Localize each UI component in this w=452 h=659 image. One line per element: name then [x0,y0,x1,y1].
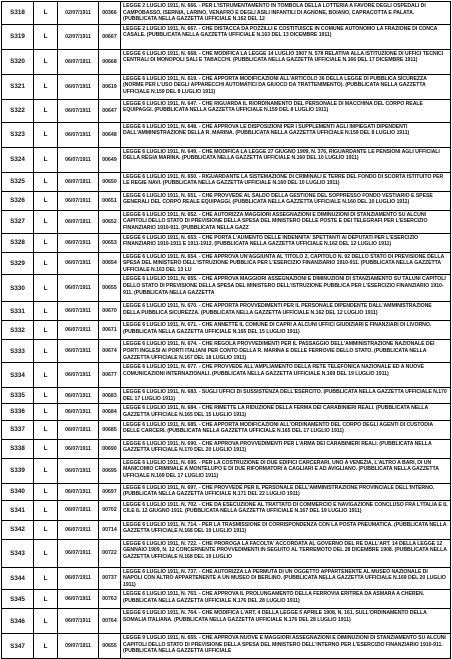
record-number: 00655 [99,634,121,659]
record-number: 00684 [99,404,121,420]
record-number: 00647 [99,99,121,122]
record-date: 06/07/1911 [58,567,99,590]
table-row [2,500,451,520]
record-description: LEGGE 6 LUGLIO 1911, N. 677. - CHE PROVVEDE ALL'AMPLIAMENTO DELLA RETE TELEFONICA NAZIONALE ED A NUOVE COMUNICAZIONI INTERNAZIONALI. (PUBBLICATA NELLA GAZZETTA UFFICIALE N.169 DEL 19 LUGLIO 1911) [121,363,451,388]
record-date: 02/07/1911 [58,24,99,49]
record-date: 06/07/1911 [58,302,99,321]
record-type: L [34,147,58,172]
record-id: S330 [2,275,34,302]
record-type: L [34,210,58,233]
record-date: 06/07/1911 [58,458,99,483]
record-id: S344 [2,567,34,590]
record-date: 06/07/1911 [58,49,99,74]
record-number: 00737 [99,567,121,590]
record-type: L [34,24,58,49]
record-type: L [34,321,58,340]
record-id: S331 [2,302,34,321]
table-row [2,567,451,590]
table-row [2,363,451,388]
record-id: S333 [2,340,34,363]
record-number: 00714 [99,520,121,539]
record-id: S346 [2,609,34,634]
record-date: 06/07/1911 [58,363,99,388]
record-type: L [34,634,58,659]
record-description: LEGGE 6 LUGLIO 1911, N. 763. - CHE APPROVA IL PROLUNGAMENTO DELLA FERROVIA ERITREA DA ASMARA A CHEREN. (PUBBLICATA NELLA GAZZETTA UFFICIALE N.176 DEL 28 LUGLIO 1911) [121,590,451,609]
record-date: 06/07/1911 [58,500,99,520]
record-id: S343 [2,539,34,567]
record-description: LEGGE 6 LUGLIO 1911, N. 654. - CHE APPROVA UN'AGGIUNTA AL TITOLO 2, CAPITOLO N. 92 DELLO STATO DI PREVISIONE DELLA SPESA DEL MINISTERO DELL'ISTRUZIONE PUBBLICA PER L'ESERCIZIO FINANZIARIO 1910-911. (PUBBLICATA NELLA GAZZETTA UFFICIALE N.163 DEL 13 LU [121,252,451,275]
record-description: LEGGE 6 LUGLIO 1911, N. 702. - CHE DA ESECUZIONE AL TRATTATO DI COMMERCIO E NAVIGAZIONE CONCLUSO FRA L'ITALIA E IL CILE IL 12 GIUGNO 1911. (PUBBLICATA NELLA GAZZETTA UFFICIALE N.167 DEL 19 LUGLIO 1911) [121,500,451,520]
record-date: 06/07/1911 [58,233,99,252]
record-id: S337 [2,420,34,439]
table-row [2,24,451,49]
record-type: L [34,302,58,321]
record-date: 06/07/1911 [58,420,99,439]
record-number: 00763 [99,590,121,609]
table-row [2,2,451,25]
record-type: L [34,539,58,567]
record-id: S321 [2,74,34,99]
record-description: LEGGE 9 LUGLIO 1911, N. 655. - CHE APPROVA NUOVE E MAGGIORI ASSEGNAZIONI E DIMINUZIONI DI STANZIAMENTO SU ALCUNI CAPITOLI DELLO STATO DI PREVISIONE DELLA SPESA DEL MINISTERO DELL'INTERNO PER L'ESERCIZIO FINANZIARIO 1910-911. (PUBBLICATA NELLA GAZZETTA UFFICIALE [121,634,451,659]
record-date: 06/07/1911 [58,122,99,147]
record-id: S341 [2,500,34,520]
record-number: 00671 [99,321,121,340]
record-number: 00722 [99,539,121,567]
record-type: L [34,122,58,147]
record-type: L [34,340,58,363]
record-id: S340 [2,483,34,500]
record-description: LEGGE 6 LUGLIO 1911, N. 650. - RIGUARDANTE LA SISTEMAZIONE DI CRIMINALI E TERRE DEL FONDO DI SCORTA ISTITUITO PER LE REGIE NAVI. (PUBBLICATA NELLA GAZZETTA UFFICIALE N.160 DEL 10 LUGLIO 1911) [121,172,451,191]
record-number: 00655 [99,275,121,302]
record-id: S326 [2,191,34,210]
record-number: 00702 [99,500,121,520]
record-number: 00654 [99,252,121,275]
record-description: LEGGE 6 LUGLIO 1911, N. 655. - CHE APPROVA MAGGIORI ASSEGNAZIONI E DIMINUZIONI DI STANZIAMENTO SU TALUNI CAPITOLI DELLO STATO DI PREVISIONE DELLA SPESA DEL MINISTERO DELL'ISTRUZIONE PUBBLICA PER L'ESERCIZIO FINANZIARIO 1910-911. (PUBBLICATA NELLA GAZZETTA [121,275,451,302]
record-date: 06/07/1911 [58,439,99,458]
record-type: L [34,483,58,500]
record-number: 00653 [99,233,121,252]
record-description: LEGGE 6 LUGLIO 1911, N. 647. - CHE RIGUARDA IL RIORDINAMENTO DEL PERSONALE DI MACCHINA DEL CORPO REALE EQUIPAGGI. (PUBBLICATA NELLA GAZZETTA UFFICIALE N.159 DEL 8 LUGLIO 1911) [121,99,451,122]
record-description: LEGGE 6 LUGLIO 1911, N. 674. - CHE REGOLA PROVVEDIMENTI PER IL PASSAGGIO DELL'AMMINISTRAZIONE NAZIONALE DEI PORTI INGLESI AI PORTI ITALIANI PER CONTO DELLA R. MARINA E DELLE FERROVIE DELLO STATO. (PUBBLICATA NELLA GAZZETTA UFFICIALE N.167 DEL 18 LUGLIO 1911) [121,340,451,363]
record-date: 06/07/1911 [58,275,99,302]
record-type: L [34,2,58,25]
record-date: 06/07/1911 [58,483,99,500]
record-number: 00683 [99,388,121,404]
record-description: LEGGE 6 LUGLIO 1911, N. 690. - CHE APPROVA PROVVEDIMENTI PER L'ARMA DEI CARABINIERI REALI. (PUBBLICATA NELLA GAZZETTA UFFICIALE N.170 DEL 20 LUGLIO 1911) [121,439,451,458]
record-number: 00619 [99,74,121,99]
record-description: LEGGE 6 LUGLIO 1911, N. 653. - CHE PORTA L'AUMENTO DELLE INDENNITA' SPETTANTI AI DEPUTATI PER L'ESERCIZIO FINANZIARIO 1910-1911 E 1911-1912. (PUBBLICATA NELLA GAZZETTA UFFICIALE N.162 DEL 12 LUGLIO 1911) [121,233,451,252]
table-row [2,340,451,363]
table-row [2,74,451,99]
record-id: S342 [2,520,34,539]
record-type: L [34,275,58,302]
record-number: 00651 [99,191,121,210]
record-type: L [34,458,58,483]
record-id: S338 [2,439,34,458]
record-description: LEGGE 6 LUGLIO 1911, N. 652. - CHE AUTORIZZA MAGGIORI ASSEGNAZIONI E DIMINUZIONI DI STANZIAMENTO SU ALCUNI CAPITOLI DELLO STATO DI PREVISIONE DELLA SPESA DEL MINISTERO DELLE POSTE E DEI TELEGRAFI PER L'ESERCIZIO FINANZIARIO 1910-911. (PUBBLICATA NELLA GAZZ [121,210,451,233]
record-type: L [34,590,58,609]
record-description: LEGGE 6 LUGLIO 1911, N. 684. - CHE RIMETTE LA RIDUZIONE DELLA FERMA DEI CARABINIERI REALI. (PUBBLICATA NELLA GAZZETTA UFFICIALE N.165 DEL 15 LUGLIO 1911) [121,404,451,420]
table-row [2,388,451,404]
table-row [2,49,451,74]
record-type: L [34,609,58,634]
record-type: L [34,49,58,74]
record-id: S328 [2,233,34,252]
record-date: 06/07/1911 [58,388,99,404]
record-description: LEGGE 6 LUGLIO 1911, N. 651. - CHE PROVVEDE AL SALDO DELLA GESTIONE DEL SOPPRESSO FONDO VESTIARIO E SPESE GENERALI DEL CORPO REALE EQUIPAGGI. (PUBBLICATA NELLA GAZZETTA UFFICIALE N.160 DEL 10 LUGLIO 1911) [121,191,451,210]
table-row [2,539,451,567]
record-description: LEGGE 6 LUGLIO 1911, N. 695. - PER LA COSTRUZIONE DI DUE EDIFICI CARCERARI, UNO A VENEZIA, L'ALTRO A BARI, DI UN MANICOMIO CRIMINALE A MONTELUPO E DI DUE RIFORMATORI A CAGLIARI E AD AVIGLIANO. (PUBBLICATA NELLA GAZZETTA UFFICIALE N.169 DEL 17 LUGLIO 1911) [121,458,451,483]
table-row [2,147,451,172]
record-id: S327 [2,210,34,233]
record-number: 00650 [99,172,121,191]
record-date: 06/07/1911 [58,99,99,122]
record-description: LEGGE 6 LUGLIO 1911, N. 714. - PER LA TRASMISSIONE DI CORRISPONDENZA CON LA POSTA PNEUMATICA. (PUBBLICATA NELLA GAZZETTA UFFICIALE N.168 DEL 19 LUGLIO 1911) [121,520,451,539]
record-type: L [34,252,58,275]
table-row [2,210,451,233]
record-description: LEGGE 6 LUGLIO 1911, N. 649. - CHE MODIFICA LA LEGGE 27 GIUGNO 1909, N. 376, RIGUARDANTE LE PENSIONI AGLI UFFICIALI DELLA REGIA MARINA. (PUBBLICATA NELLA GAZZETTA UFFICIALE N.160 DEL 10 LUGLIO 1911) [121,147,451,172]
record-number: 00366 [99,2,121,25]
record-id: S334 [2,363,34,388]
record-number: 00649 [99,147,121,172]
record-id: S329 [2,252,34,275]
table-row [2,634,451,659]
record-type: L [34,420,58,439]
record-date: 06/07/1911 [58,590,99,609]
record-id: S319 [2,24,34,49]
table-row [2,122,451,147]
record-type: L [34,404,58,420]
record-date: 06/07/1911 [58,609,99,634]
record-date: 06/07/1911 [58,404,99,420]
table-row [2,321,451,340]
record-number: 00648 [99,122,121,147]
record-id: S324 [2,147,34,172]
record-id: S322 [2,99,34,122]
table-row [2,302,451,321]
record-date: 06/07/1911 [58,172,99,191]
record-type: L [34,500,58,520]
record-id: S336 [2,404,34,420]
record-date: 06/07/1911 [58,74,99,99]
record-number: 00670 [99,302,121,321]
record-id: S345 [2,590,34,609]
table-row [2,609,451,634]
record-description: LEGGE 2 LUGLIO 1911, N. 667. - CHE DISTACCA DA POZZILLI E COSTITUISCE IN COMUNE AUTONOMO LA FRAZIONE DI CONCA CASALE. (PUBBLICATA NELLA GAZZETTA UFFICIALE N.163 DEL 13 DICEMBRE 1911) [121,24,451,49]
record-type: L [34,74,58,99]
table-row [2,520,451,539]
record-id: S339 [2,458,34,483]
record-type: L [34,191,58,210]
record-number: 00685 [99,420,121,439]
table-body [2,2,451,659]
record-date: 06/07/1911 [58,191,99,210]
table-row [2,172,451,191]
table-row [2,420,451,439]
record-type: L [34,233,58,252]
table-row [2,191,451,210]
record-type: L [34,172,58,191]
record-number: 00764 [99,609,121,634]
record-description: LEGGE 6 LUGLIO 1911, N. 764. - CHE MODIFICA L'ART. 4 DELLA LEGGE 5 APRILE 1908, N. 161, SULL'ORDINAMENTO DELLA SOMALIA ITALIANA. (PUBBLICATA NELLA GAZZETTA UFFICIALE N.176 DEL 28 LUGLIO 1911) [121,609,451,634]
record-number: 00697 [99,483,121,500]
record-description: LEGGE 2 LUGLIO 1911, N. 666. - PER L'ISTRUMENTAMENTO IN TOMBOLA DELLA LOTTERIA A FAVORE DEGLI OSPEDALI DI CAMPOBASSO, ISERNIA, LARINO, VENAFRO E DEGLI ASILI INFANTILI DI AGNONE, BOIANO, CAPRACOTTA E PALATA. (PUBBLICATA NELLA GAZZETTA UFFICIALE N.162 DEL 12 [121,2,451,25]
table-row [2,99,451,122]
table-row [2,458,451,483]
record-type: L [34,363,58,388]
record-id: S318 [2,2,34,25]
record-date: 06/07/1911 [58,252,99,275]
record-number: 00695 [99,458,121,483]
record-description: LEGGE 6 LUGLIO 1911, N. 670. - CHE APPORTA PROVVEDIMENTI PER IL PERSONALE DIPENDENTE DALL'AMMINISTRAZIONE DELLA PUBBLICA SICUREZZA. (PUBBLICATA NELLA GAZZETTA UFFICIALE N.162 DEL 12 LUGLIO 1911) [121,302,451,321]
record-date: 06/07/1911 [58,147,99,172]
table-row [2,483,451,500]
record-type: L [34,388,58,404]
table-row [2,275,451,302]
record-number: 00690 [99,439,121,458]
record-description: LEGGE 6 LUGLIO 1911, N. 722. - CHE PROROGA LA FACOLTA' ACCORDATA AL GOVERNO DEL RE DALL'ART. 14 DELLA LEGGE 12 GENNAIO 1909, N. 12 CONCERNENTE PROVVEDIMENTI IN SEGUITO AL TERREMOTO DEL 28 DICEMBRE 1908. (PUBBLICATA NELLA GAZZETTA UFFICIALE N.168 DEL 19 LUGLIO [121,539,451,567]
record-type: L [34,520,58,539]
record-description: LEGGE 6 LUGLIO 1911, N. 648. - CHE APPROVA LE DISPOSIZIONI PER I SUPPLEMENTI AGLI IMPIEGATI DIPENDENTI DALL'AMMINISTRAZIONE DELLA R. MARINA. (PUBBLICATA NELLA GAZZETTA UFFICIALE N.159 DEL 8 LUGLIO 1911) [121,122,451,147]
record-date: 02/07/1911 [58,2,99,25]
record-number: 00668 [99,49,121,74]
record-number: 00667 [99,24,121,49]
record-date: 06/07/1911 [58,539,99,567]
table-row [2,252,451,275]
record-description: LEGGE 6 LUGLIO 1911, N. 619. - CHE APPORTA MODIFICAZIONI ALL'ARTICOLO 36 DELLA LEGGE DI PUBBLICA SICUREZZA (NORME PER L'USO DEGLI APPARECCHI AUTOMATICI DA GIUOCO DA TRATTENIMENTO). (PUBBLICATA NELLA GAZZETTA UFFICIALE N.159 DEL 8 LUGLIO 1911) [121,74,451,99]
record-date: 06/07/1911 [58,340,99,363]
record-type: L [34,439,58,458]
record-id: S323 [2,122,34,147]
record-date: 09/07/1911 [58,634,99,659]
record-date: 06/07/1911 [58,520,99,539]
record-description: LEGGE 6 LUGLIO 1911, N. 685. - CHE APPORTA MODIFICAZIONI ALL'ORDINAMENTO DEL CORPO DEGLI AGENTI DI CUSTODIA DELLE CARCERI. (PUBBLICATA NELLA GAZZETTA UFFICIALE N.165 DEL 17 LUGLIO 1911) [121,420,451,439]
record-description: LEGGE 6 LUGLIO 1911, N. 668. - CHE MODIFICA LA LEGGE 14 LUGLIO 1907 N. 578 RELATIVA ALLA ISTITUZIONE DI UFFICI TECNICI CENTRALI DI MONOPOLI SALI E TABACCHI. (PUBBLICATA NELLA GAZZETTA UFFICIALE N.166 DEL 17 DICEMBRE 1911) [121,49,451,74]
record-number: 00652 [99,210,121,233]
record-id: S332 [2,321,34,340]
record-date: 06/07/1911 [58,321,99,340]
table-row [2,233,451,252]
record-number: 00677 [99,363,121,388]
record-type: L [34,567,58,590]
table-row [2,404,451,420]
record-type: L [34,99,58,122]
legislation-table [1,1,451,659]
record-id: S320 [2,49,34,74]
record-description: LEGGE 6 LUGLIO 1911, N. 671. - CHE ANNETTE IL COMUNE DI CAPRI A ALCUNI UFFICI GIUDIZIARI E FINANZIARI DI LIVORNO. (PUBBLICATA NELLA GAZZETTA UFFICIALE N.165 DEL 15 LUGLIO 1911) [121,321,451,340]
record-id: S325 [2,172,34,191]
record-id: S347 [2,634,34,659]
record-date: 06/07/1911 [58,210,99,233]
record-description: LEGGE 6 LUGLIO 1911, N. 683. - SUGLI UFFICI DI SUSSISTENZA DELL'ESERCITO. (PUBBLICATA NELLA GAZZETTA UFFICIALE N.170 DEL 17 LUGLIO 1911) [121,388,451,404]
table-row [2,590,451,609]
record-description: LEGGE 6 LUGLIO 1911, N. 737. - CHE AUTORIZZA LA PERMUTA DI UN OGGETTO APPARTENENTE AL MUSEO NAZIONALE DI NAPOLI CON ALTRO APPARTENENTE A UN MUSEO DI BERLINO. (PUBBLICATA NELLA GAZZETTA UFFICIALE N.169 DEL 20 LUGLIO 1911) [121,567,451,590]
record-id: S335 [2,388,34,404]
record-number: 00674 [99,340,121,363]
table-row [2,439,451,458]
record-description: LEGGE 6 LUGLIO 1911, N. 697. - CHE PROVVEDE PER IL PERSONALE DELL'AMMINISTRAZIONE PROVINCIALE DELL'INTERNO. (PUBBLICATA NELLA GAZZETTA UFFICIALE N.171 DEL 22 LUGLIO 1911) [121,483,451,500]
